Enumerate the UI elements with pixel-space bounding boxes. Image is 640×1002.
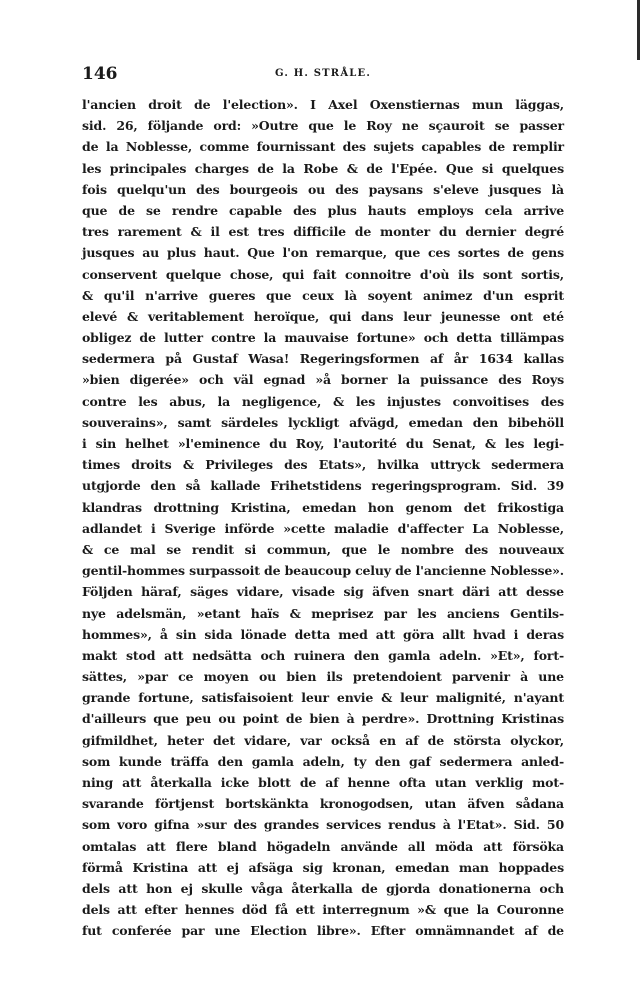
- page-number: 146: [82, 64, 118, 84]
- text-line: & qu'il n'arrive gueres que ceux là soyent animez d'un esprit: [82, 287, 564, 303]
- text-line: obligez de lutter contre la mauvaise fortune» och detta tillämpas: [82, 330, 564, 346]
- text-line: l'ancien droit de l'election». I Axel Oxenstiernas mun läggas,: [82, 97, 564, 112]
- text-line: dels att efter hennes död få ett interregnum »& que la Couronne: [82, 902, 564, 918]
- text-line: elevé & veritablement heroïque, qui dans leur jeunesse ont eté: [82, 308, 564, 324]
- text-line: makt stod att nedsätta och ruinera den gamla adeln. »Et», fort-: [82, 647, 564, 663]
- text-line: tres rarement & il est tres difficile de monter du dernier degré: [82, 224, 564, 240]
- text-line: jusques au plus haut. Que l'on remarque, que ces sortes de gens: [82, 245, 564, 261]
- text-line: contre les abus, la negligence, & les injustes convoitises des: [82, 393, 564, 409]
- text-line: & ce mal se rendit si commun, que le nombre des nouveaux: [82, 541, 564, 557]
- text-line: adlandet i Sverige införde »cette maladie d'affecter La Noblesse,: [82, 520, 564, 536]
- page-header: [82, 64, 564, 88]
- text-line: gentil-hommes surpassoit de beaucoup celuy de l'ancienne Noblesse».: [82, 563, 564, 579]
- running-head: G. H. STRÅLE.: [274, 68, 372, 79]
- text-line: sättes, »par ce moyen ou bien ils pretendoient parvenir à une: [82, 669, 564, 685]
- text-line: gifmildhet, heter det vidare, var också en af de största olyckor,: [82, 732, 564, 748]
- text-line: förmå Kristina att ej afsäga sig kronan, emedan man hoppades: [82, 859, 564, 875]
- text-line: conservent quelque chose, qui fait connoitre d'où ils sont sortis,: [82, 266, 564, 282]
- text-line: svarande förtjenst bortskänkta kronogodsen, utan äfven sådana: [82, 796, 564, 812]
- text-line: d'ailleurs que peu ou point de bien à perdre». Drottning Kristinas: [82, 711, 564, 727]
- text-line: som voro gifna »sur des grandes services rendus à l'Etat». Sid. 50: [82, 817, 564, 833]
- text-line: ning att återkalla icke blott de af henne ofta utan verklig mot-: [82, 775, 564, 790]
- text-line: de la Noblesse, comme fournissant des sujets capables de remplir: [82, 139, 564, 155]
- text-line: sedermera på Gustaf Wasa! Regeringsformen af år 1634 kallas: [82, 351, 564, 367]
- text-line: nye adelsmän, »etant haïs & meprisez par les anciens Gentils-: [82, 605, 564, 621]
- text-line: souverains», samt särdeles lyckligt afvägd, emedan den bibehöll: [82, 414, 564, 430]
- text-line: som kunde träffa den gamla adeln, ty den gaf sedermera anled-: [82, 753, 564, 769]
- text-line: utgjorde den så kallade Frihetstidens regeringsprogram. Sid. 39: [82, 478, 564, 494]
- text-line: que de se rendre capable des plus hauts employs cela arrive: [82, 202, 564, 218]
- text-line: omtalas att flere bland högadeln använde all möda att försöka: [82, 838, 564, 854]
- text-line: grande fortune, satisfaisoient leur envie & leur malignité, n'ayant: [82, 690, 564, 706]
- text-line: klandras drottning Kristina, emedan hon genom det frikostiga: [82, 499, 564, 515]
- text-line: fois quelqu'un des bourgeois ou des paysans s'eleve jusques là: [82, 181, 564, 197]
- text-line: times droits & Privileges des Etats», hvilka uttryck sedermera: [82, 457, 564, 473]
- text-line: Följden häraf, säges vidare, visade sig äfven snart däri att desse: [82, 584, 564, 600]
- text-line: »bien digerée» och väl egnad »å borner la puissance des Roys: [82, 372, 564, 388]
- text-line: fut conferée par une Election libre». Efter omnämnandet af de: [82, 923, 564, 939]
- body-text: [82, 94, 564, 942]
- text-line: sid. 26, följande ord: »Outre que le Roy ne sçauroit se passer: [82, 118, 564, 134]
- text-line: i sin helhet »l'eminence du Roy, l'autorité du Senat, & les legi-: [82, 436, 564, 451]
- text-line: dels att hon ej skulle våga återkalla de gjorda donationerna och: [82, 880, 564, 896]
- text-line: hommes», å sin sida lönade detta med att göra allt hvad i deras: [82, 626, 564, 642]
- text-line: les principales charges de la Robe & de l'Epée. Que si quelques: [82, 160, 564, 176]
